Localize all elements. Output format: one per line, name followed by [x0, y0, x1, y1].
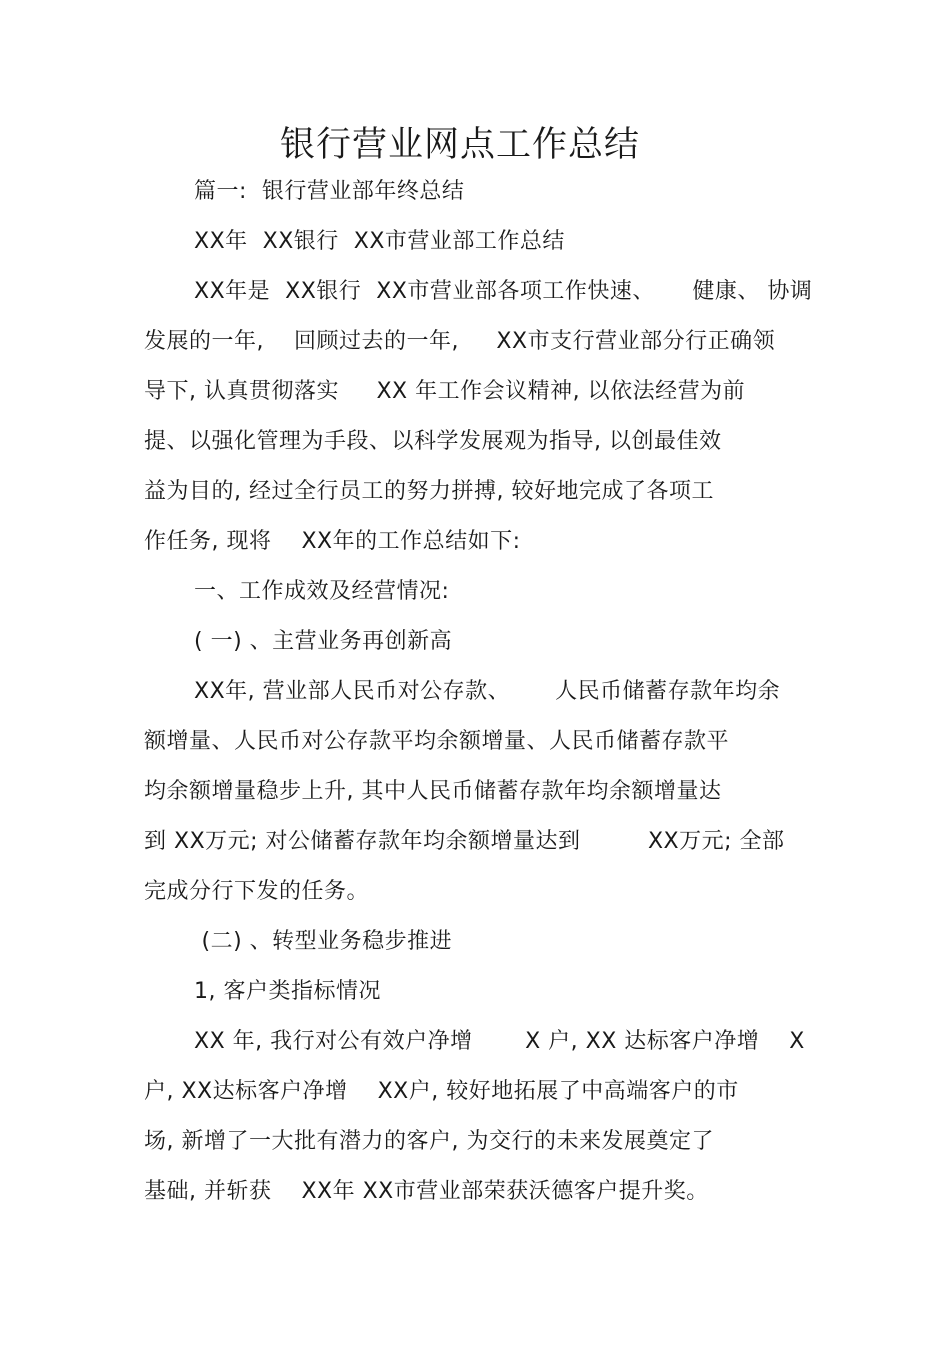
paragraph-line: 发展的一年, 回顾过去的一年, XX市支行营业部分行正确领 [144, 329, 776, 354]
paragraph-line: 均余额增量稳步上升, 其中人民币储蓄存款年均余额增量达 [144, 779, 722, 804]
document-title: 银行营业网点工作总结 [279, 125, 640, 165]
paragraph-line: 完成分行下发的任务。 [144, 879, 370, 904]
subtitle-line: XX年 XX银行 XX市营业部工作总结 [194, 229, 565, 254]
paragraph-line: 到 XX万元; 对公储蓄存款年均余额增量达到 XX万元; 全部 [144, 829, 785, 854]
paragraph-line: XX年是 XX银行 XX市营业部各项工作快速、 健康、 协调 [194, 279, 813, 304]
paragraph-line: 益为目的, 经过全行员工的努力拼搏, 较好地完成了各项工 [144, 479, 714, 504]
paragraph-line: 基础, 并斩获 XX年 XX市营业部荣获沃德客户提升奖。 [144, 1179, 709, 1204]
list-heading: 1, 客户类指标情况 [194, 979, 381, 1004]
subsection-heading: (二) 、转型业务稳步推进 [194, 929, 453, 954]
paragraph-line: 作任务, 现将 XX年的工作总结如下: [144, 529, 521, 554]
paragraph-line: 提、以强化管理为手段、以科学发展观为指导, 以创最佳效 [144, 429, 722, 454]
paragraph-line: 户, XX达标客户净增 XX户, 较好地拓展了中高端客户的市 [144, 1079, 739, 1104]
paragraph-line: 场, 新增了一大批有潜力的客户, 为交行的未来发展奠定了 [144, 1129, 714, 1154]
section-heading: 篇一: 银行营业部年终总结 [194, 179, 465, 204]
paragraph-line: 导下, 认真贯彻落实 XX 年工作会议精神, 以依法经营为前 [144, 379, 746, 404]
paragraph-line: XX年, 营业部人民币对公存款、 人民币储蓄存款年均余 [194, 679, 781, 704]
paragraph-line: XX 年, 我行对公有效户净增 X 户, XX 达标客户净增 X [194, 1029, 805, 1054]
section-heading: 一、工作成效及经营情况: [194, 579, 450, 604]
paragraph-line: 额增量、人民币对公存款平均余额增量、人民币储蓄存款平 [144, 729, 730, 754]
subsection-heading: ( 一) 、主营业务再创新高 [194, 629, 453, 654]
